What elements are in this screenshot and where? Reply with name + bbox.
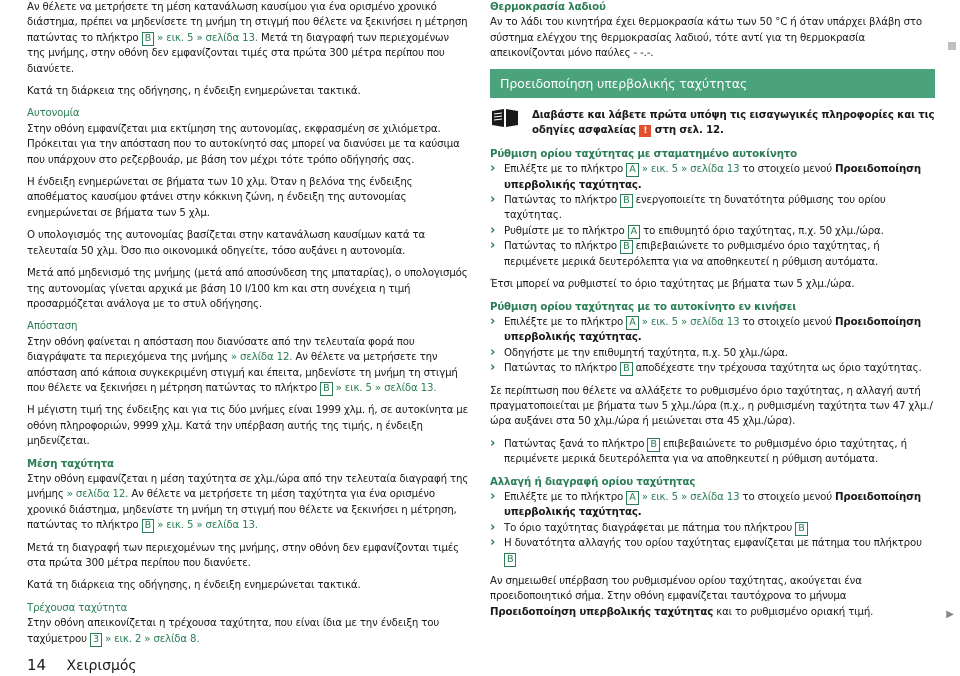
paragraph: Η μέγιστη τιμή της ένδειξης και για τις δύο μνήμες είναι 1999 χλμ. ή, σε αυτοκίνητα με οθόνη πληροφοριών, 9999 χλμ. Κατά την υπέρβαση αυτής της τιμής, η ένδειξη μηδενίζεται. xyxy=(27,405,468,448)
warning-icon: ! xyxy=(639,125,651,137)
steps-list xyxy=(490,315,935,377)
list-item: › Το όριο ταχύτητας διαγράφεται με πάτημα του πλήκτρου B xyxy=(490,521,935,536)
right-column xyxy=(490,0,935,627)
steps-list xyxy=(490,490,935,567)
key-b: B xyxy=(620,240,632,254)
section-banner: Προειδοποίηση υπερβολικής ταχύτητας xyxy=(490,69,935,98)
page-footer xyxy=(27,656,137,674)
paragraph: Ο υπολογισμός της αυτονομίας βασίζεται στην κατανάλωση καυσίμων κατά τα τελευταία 50 χλμ. Όσο πιο οικονομικά οδηγείτε, τόσο αυξάνει η αυτονομία. xyxy=(27,230,426,257)
paragraph: Τρέχουσα ταχύτητα Στην οθόνη απεικονίζεται η τρέχουσα ταχύτητα, που είναι ίδια με την ένδειξη του ταχύμετρου 3 » εικ. 2 » σελίδα 8. xyxy=(27,601,470,647)
paragraph: Η ένδειξη ενημερώνεται σε βήματα των 10 χλμ. Όταν η βελόνα της ένδειξης αποθέματος καυσίμου φτάνει στην κόκκινη ζώνη, η ένδειξη της αυτονομίας ενημερώνεται σε βήματα των 5 χλμ. xyxy=(27,177,413,219)
steps-list xyxy=(490,437,935,468)
section-title-avg-speed: Μέση ταχύτητα xyxy=(27,458,114,470)
paragraph: Αν θέλετε να μετρήσετε τη μέση κατανάλωση καυσίμου για ένα ορισμένο χρονικό διάστημα, πρέπει να μηδενίσετε τη μνήμη τη στιγμή που θέλετε να ξεκινήσει η μέτρηση πατώντας το πλήκτρο B » εικ. 5 » σελίδα 13. Μετά τη διαγραφή των περιεχομένων της μνήμης, στην οθόνη δεν εμφανίζονται τιμές στα πρώτα 300 μέτρα περίπου που διανύετε. xyxy=(27,2,468,75)
key-b: B xyxy=(647,438,659,452)
key-b: B xyxy=(142,519,154,533)
paragraph: Απόσταση Στην οθόνη φαίνεται η απόσταση που διανύσατε από την τελευταία φορά που διαγράψατε τα περιεχόμενα της μνήμης » σελίδα 12. Αν θέλετε να μετρήσετε την απόσταση από κάποια συγκεκριμένη στιγμή και έπειτα, μηδενίστε τη μνήμη τη στιγμή που θέλετε να ξεκινήσει η μέτρηση πατώντας το πλήκτρο B » εικ. 5 » σελίδα 13. xyxy=(27,319,470,396)
paragraph: Θερμοκρασία λαδιού Αν το λάδι του κινητήρα έχει θερμοκρασία κάτω των 50 °C ή όταν υπάρχει βλάβη στο σύστημα ελέγχου της θερμοκρασίας λαδιού, τότε αντί για τη θερμοκρασία απεικονίζονται μόνο παύλες - -.-. xyxy=(490,0,935,62)
list-item: › Η δυνατότητα αλλαγής του ορίου ταχύτητας εμφανίζεται με πάτημα του πλήκτρου B xyxy=(490,536,935,567)
key-b: B xyxy=(142,32,154,46)
key-a: A xyxy=(626,163,638,177)
paragraph: Κατά τη διάρκεια της οδήγησης, η ένδειξη ενημερώνεται τακτικά. xyxy=(27,86,361,98)
cross-ref[interactable]: » εικ. 2 » σελίδα 8. xyxy=(105,633,200,645)
paragraph: Κατά τη διάρκεια της οδήγησης, η ένδειξη ενημερώνεται τακτικά. xyxy=(27,580,361,592)
safety-note: Διαβάστε και λάβετε πρώτα υπόψη τις εισαγωγικές πληροφορίες και τις οδηγίες ασφαλείας ! στη σελ. 12. xyxy=(490,108,935,139)
key-3: 3 xyxy=(90,633,102,647)
list-item: › Οδηγήστε με την επιθυμητή ταχύτητα, π.χ. 50 χλμ./ώρα. xyxy=(490,346,935,361)
left-column xyxy=(27,0,470,654)
page-number: 14 xyxy=(27,656,47,674)
key-b: B xyxy=(620,194,632,208)
list-item: › Πατώντας ξανά το πλήκτρο B επιβεβαιώνετε το ρυθμισμένο όριο ταχύτητας, ή περιμένετε μερικά δευτερόλεπτα για να αποθηκευτεί η ρύθμιση αυτόματα. xyxy=(490,437,935,468)
cross-ref[interactable]: » εικ. 5 » σελίδα 13 xyxy=(641,491,740,503)
paragraph: Μετά τη διαγραφή των περιεχομένων της μνήμης, στην οθόνη δεν εμφανίζονται τιμές στα πρώτα 300 μέτρα περίπου που διανύετε. xyxy=(27,542,459,569)
list-item: › Πατώντας το πλήκτρο B επιβεβαιώνετε το ρυθμισμένο όριο ταχύτητας, ή περιμένετε μερικά δευτερόλεπτα για να αποθηκευτεί η ρύθμιση αυτόματα. xyxy=(490,239,935,270)
list-item: › Επιλέξτε με το πλήκτρο A » εικ. 5 » σελίδα 13 το στοιχείο μενού Προειδοποίηση υπερβολικής ταχύτητας. xyxy=(490,162,935,193)
paragraph: Έτσι μπορεί να ρυθμιστεί το όριο ταχύτητας με βήματα των 5 χλμ./ώρα. xyxy=(490,279,855,291)
cross-ref[interactable]: » σελίδα 12. xyxy=(230,352,293,364)
section-title-stopped: Ρύθμιση ορίου ταχύτητας με σταματημένο αυτοκίνητο xyxy=(490,148,798,160)
key-b: B xyxy=(795,522,807,536)
steps-list xyxy=(490,162,935,270)
list-item: › Πατώντας το πλήκτρο B αποδέχεστε την τρέχουσα ταχύτητα ως όριο ταχύτητας. xyxy=(490,361,935,376)
paragraph: Σε περίπτωση που θέλετε να αλλάξετε το ρυθμισμένο όριο ταχύτητας, η αλλαγή αυτή πραγματοποιείται με βήματα των 5 χλμ./ώρα (π.χ., η ρυθμισμένη ταχύτητα των 47 χλμ./ώρα αυξάνει στα 50 χλμ./ώρα ή μειώνεται στα 45 χλμ./ώρα). xyxy=(490,385,933,428)
list-item: › Πατώντας το πλήκτρο B ενεργοποιείτε τη δυνατότητα ρύθμισης του ορίου ταχύτητας. xyxy=(490,193,935,224)
book-icon xyxy=(490,108,520,128)
paragraph: Αυτονομία Στην οθόνη εμφανίζεται μια εκτίμηση της αυτονομίας, εκφρασμένη σε χιλιόμετρα. Πρόκειται για την απόσταση που το αυτοκίνητό σας μπορεί να διανύσει με τα καύσιμα που υπάρχουν στο ρεζερβουάρ, με βάση τον μέχρι τότε τρόπο οδήγησής σας. xyxy=(27,106,470,168)
key-a: A xyxy=(628,225,640,239)
section-title-current-speed: Τρέχουσα ταχύτητα xyxy=(27,602,128,614)
section-title-range: Αυτονομία xyxy=(27,108,80,120)
cross-ref[interactable]: » εικ. 5 » σελίδα 13 xyxy=(641,316,740,328)
cross-ref[interactable]: » εικ. 5 » σελίδα 13. xyxy=(335,382,437,394)
list-item: › Επιλέξτε με το πλήκτρο A » εικ. 5 » σελίδα 13 το στοιχείο μενού Προειδοποίηση υπερβολικής ταχύτητας. xyxy=(490,315,935,346)
section-title-distance: Απόσταση xyxy=(27,321,78,333)
list-item: › Ρυθμίστε με το πλήκτρο A το επιθυμητό όριο ταχύτητας, π.χ. 50 χλμ./ώρα. xyxy=(490,224,935,239)
next-page-icon[interactable]: ▶ xyxy=(946,609,954,620)
key-b: B xyxy=(620,362,632,376)
section-title-moving: Ρύθμιση ορίου ταχύτητας με το αυτοκίνητο εν κινήσει xyxy=(490,301,797,313)
key-a: A xyxy=(626,491,638,505)
key-a: A xyxy=(626,316,638,330)
cross-ref[interactable]: » εικ. 5 » σελίδα 13. xyxy=(157,520,258,532)
paragraph: Μετά από μηδενισμό της μνήμης (μετά από αποσύνδεση της μπαταρίας), ο υπολογισμός της αυτονομίας γίνεται αρχικά με βάση 10 l/100 km και στη συνέχεια η τιμή προσαρμόζεται ανάλογα με το στυλ οδήγησης. xyxy=(27,268,468,310)
paragraph: Μέση ταχύτητα Στην οθόνη εμφανίζεται η μέση ταχύτητα σε χλμ./ώρα από την τελευταία διαγραφή της μνήμης » σελίδα 12. Αν θέλετε να μετρήσετε τη μέση ταχύτητα για ένα ορισμένο χρονικό διάστημα, μηδενίστε τη μνήμη τη στιγμή που θέλετε να ξεκινήσει η μέτρηση, πατώντας το πλήκτρο B » εικ. 5 » σελίδα 13. xyxy=(27,458,469,532)
cross-ref[interactable]: » σελίδα 12. xyxy=(66,489,129,501)
section-title-delete: Αλλαγή ή διαγραφή ορίου ταχύτητας xyxy=(490,476,696,488)
cross-ref[interactable]: » εικ. 5 » σελίδα 13. xyxy=(157,32,258,44)
chapter-name: Χειρισμός xyxy=(66,658,137,674)
list-item: › Επιλέξτε με το πλήκτρο A » εικ. 5 » σελίδα 13 το στοιχείο μενού Προειδοποίηση υπερβολικής ταχύτητας. xyxy=(490,490,935,521)
key-b: B xyxy=(504,553,516,567)
corner-marker xyxy=(948,42,956,50)
paragraph: Αν σημειωθεί υπέρβαση του ρυθμισμένου ορίου ταχύτητας, ακούγεται ένα προειδοποιητικό σήμα. Στην οθόνη εμφανίζεται ταυτόχρονα το μήνυμα Προειδοποίηση υπερβολικής ταχύτητας και το ρυθμισμένο οριακή τιμή. xyxy=(490,576,874,618)
cross-ref[interactable]: » εικ. 5 » σελίδα 13 xyxy=(641,164,740,176)
key-b: B xyxy=(320,382,332,396)
section-title-oil-temp: Θερμοκρασία λαδιού xyxy=(490,2,606,13)
